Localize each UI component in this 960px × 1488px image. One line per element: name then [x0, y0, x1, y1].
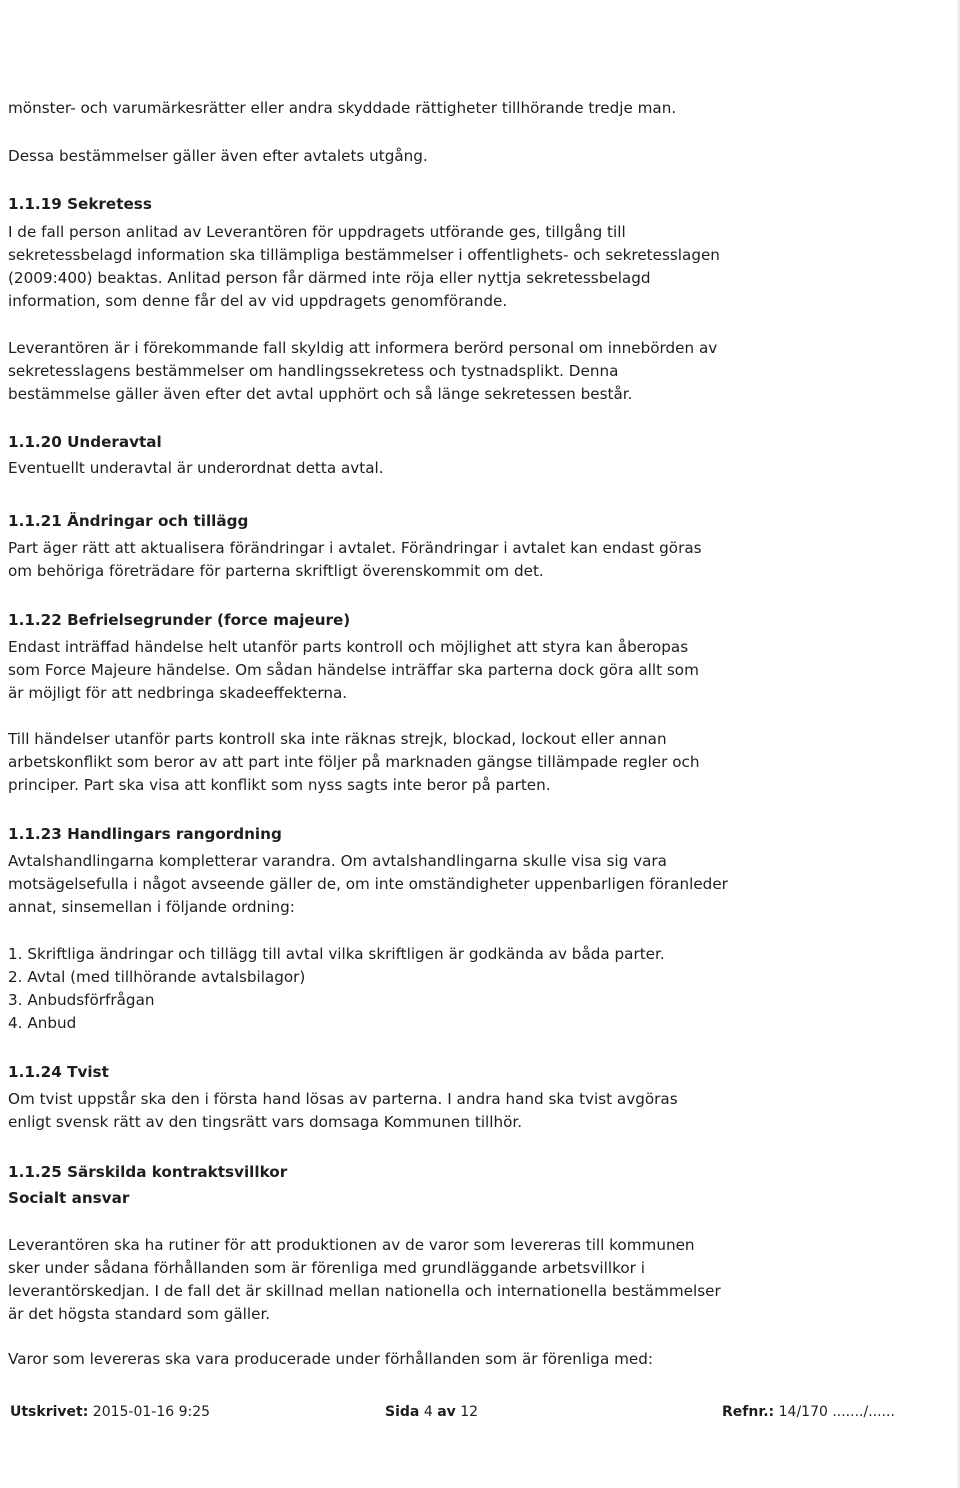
heading-sekretess: 1.1.19 Sekretess	[8, 195, 152, 213]
rangordning-paragraph: Avtalshandlingarna kompletterar varandra. Om avtalshandlingarna skulle visa sig vara motsägelsefulla i något avseende gäller de, om inte omständigheter uppenbarligen föranleder annat, sinsemellan i följande ordning:	[8, 852, 728, 916]
heading-tvist: 1.1.24 Tvist	[8, 1063, 109, 1081]
footer-ref-value: 14/170 ......./......	[778, 1404, 895, 1420]
rangordning-list-item: 3. Anbudsförfrågan	[8, 991, 155, 1009]
befrielsegrunder-paragraph-2: Till händelser utanför parts kontroll ska inte räknas strejk, blockad, lockout eller annan arbetskonflikt som beror av att part inte följer på marknaden gängse tillämpade regler och principer. Part ska visa att konflikt som nyss sagts inte beror på parten.	[8, 730, 700, 794]
tvist-paragraph: Om tvist uppstår ska den i första hand lösas av parterna. I andra hand ska tvist avgöras enligt svensk rätt av den tingsrätt vars domsaga Kommunen tillhör.	[8, 1090, 678, 1131]
scan-edge	[956, 0, 960, 1488]
footer-page-current: 4	[423, 1404, 433, 1420]
footer-page-total: 12	[460, 1404, 479, 1420]
andringar-paragraph: Part äger rätt att aktualisera förändringar i avtalet. Förändringar i avtalet kan endast göras om behöriga företrädare för parterna skriftligt överenskommit om det.	[8, 539, 702, 580]
heading-andringar: 1.1.21 Ändringar och tillägg	[8, 512, 249, 530]
underavtal-paragraph: Eventuellt underavtal är underordnat detta avtal.	[8, 459, 384, 477]
sekretess-paragraph-1: I de fall person anlitad av Leverantören för uppdragets utförande ges, tillgång till sekretessbelagd information ska tillämpliga bestämmelser i offentlighets- och sekretesslagen (2009:400) beaktas. Anlitad person får därmed inte röja eller nyttja sekretessbelagd information, som denne får del av vid uppdragets genomförande.	[8, 223, 720, 310]
footer-printed-label: Utskrivet:	[10, 1404, 89, 1420]
footer-ref-label: Refnr.:	[722, 1404, 775, 1420]
heading-underavtal: 1.1.20 Underavtal	[8, 433, 162, 451]
intro-paragraph-1: mönster- och varumärkesrätter eller andra skyddade rättigheter tillhörande tredje man.	[8, 99, 677, 117]
footer-page-number	[385, 1402, 478, 1422]
rangordning-list-item: 2. Avtal (med tillhörande avtalsbilagor)	[8, 968, 306, 986]
footer-page-of: av	[437, 1404, 456, 1420]
footer-reference	[722, 1402, 895, 1422]
footer-page-label: Sida	[385, 1404, 420, 1420]
footer-printed-value: 2015-01-16 9:25	[92, 1404, 211, 1420]
socialt-ansvar-paragraph-2: Varor som levereras ska vara producerade under förhållanden som är förenliga med:	[8, 1350, 653, 1368]
footer-printed	[10, 1402, 210, 1422]
intro-paragraph-2: Dessa bestämmelser gäller även efter avtalets utgång.	[8, 147, 428, 165]
socialt-ansvar-paragraph-1: Leverantören ska ha rutiner för att produktionen av de varor som levereras till kommunen sker under sådana förhållanden som är förenliga med grundläggande arbetsvillkor i leverantörskedjan. I de fall det är skillnad mellan nationella och internationella bestämmelser är det högsta standard som gäller.	[8, 1236, 721, 1323]
heading-rangordning: 1.1.23 Handlingars rangordning	[8, 825, 282, 843]
rangordning-list-item: 4. Anbud	[8, 1014, 77, 1032]
heading-sarskilda-kontraktsvillkor: 1.1.25 Särskilda kontraktsvillkor	[8, 1163, 288, 1181]
sekretess-paragraph-2: Leverantören är i förekommande fall skyldig att informera berörd personal om innebörden av sekretesslagens bestämmelser om handlingssekretess och tystnadsplikt. Denna bestämmelse gäller även efter det avtal upphört och så länge sekretessen består.	[8, 339, 718, 403]
befrielsegrunder-paragraph-1: Endast inträffad händelse helt utanför parts kontroll och möjlighet att styra kan åberopas som Force Majeure händelse. Om sådan händelse inträffar ska parterna dock göra allt som är möjligt för att nedbringa skadeeffekterna.	[8, 638, 699, 702]
subheading-socialt-ansvar: Socialt ansvar	[8, 1189, 130, 1207]
heading-befrielsegrunder: 1.1.22 Befrielsegrunder (force majeure)	[8, 611, 351, 629]
rangordning-list-item: 1. Skriftliga ändringar och tillägg till avtal vilka skriftligen är godkända av båda parter.	[8, 945, 665, 963]
